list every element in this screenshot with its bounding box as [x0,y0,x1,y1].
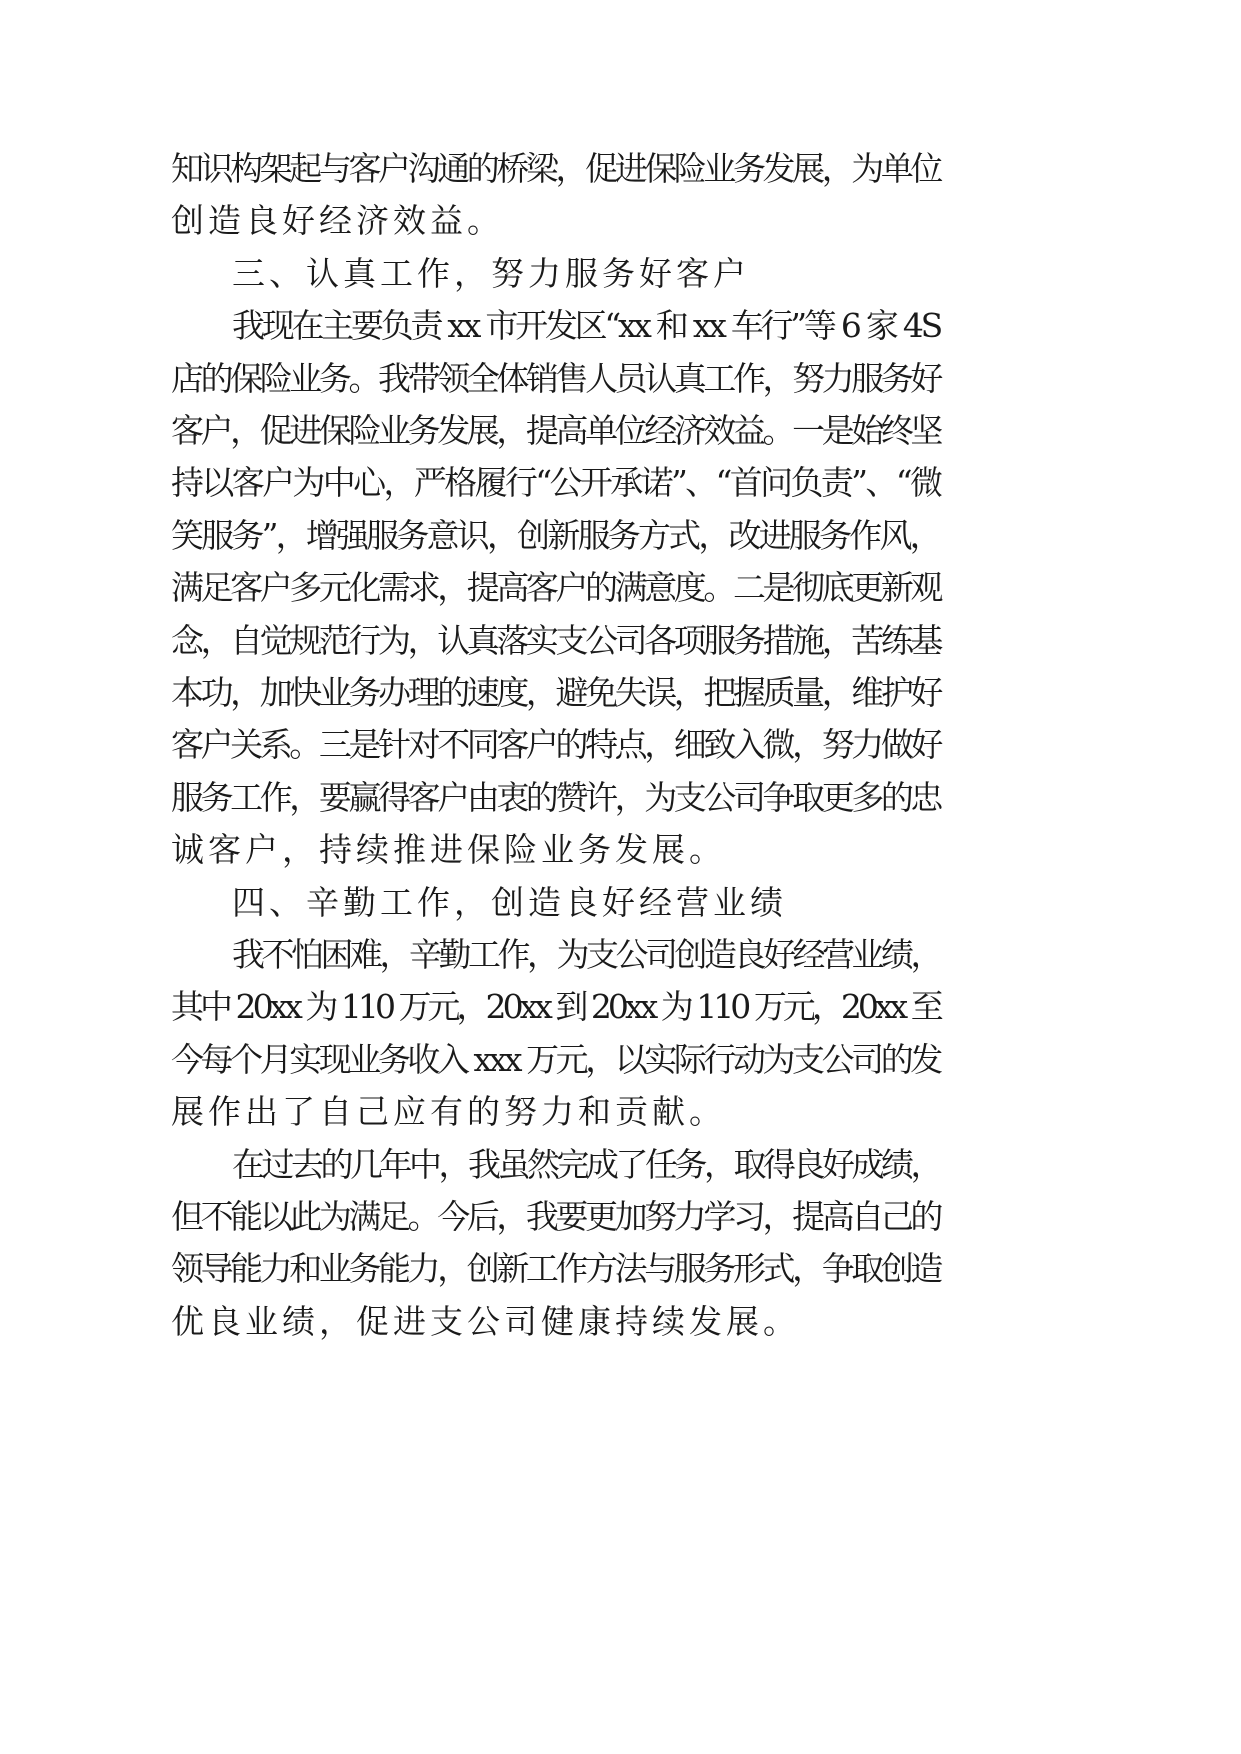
paragraph-first-line: 在过去的几年中，我虽然完成了任务，取得良好成绩， [232,1145,940,1184]
paragraph-first-line: 三、认真工作，努力服务好客户 [232,254,750,293]
paragraph-line: 创造良好经济效益。 [171,201,504,240]
paragraph-line: 今每个月实现业务收入 xxx 万元，以实际行动为支公司的发 [171,1040,940,1079]
paragraph-line: 优良业绩，促进支公司健康持续发展。 [171,1302,800,1341]
paragraph-line: 笑服务”，增强服务意识，创新服务方式，改进服务作风， [171,516,940,555]
paragraph-first-line: 四、辛勤工作，创造良好经营业绩 [232,883,787,922]
paragraph-first-line: 我不怕困难，辛勤工作，为支公司创造良好经营业绩， [232,935,940,974]
paragraph-line: 客户关系。三是针对不同客户的特点，细致入微，努力做好 [171,725,941,764]
paragraph-line: 但不能以此为满足。今后，我要更加努力学习，提高自己的 [171,1197,941,1236]
paragraph-line: 店的保险业务。我带领全体销售人员认真工作，努力服务好 [171,359,941,398]
paragraph-line: 展作出了自己应有的努力和贡献。 [171,1092,726,1131]
paragraph-line: 满足客户多元化需求，提高客户的满意度。二是彻底更新观 [171,568,941,607]
paragraph-line: 本功，加快业务办理的速度，避免失误，把握质量，维护好 [171,673,941,712]
paragraph-line: 持以客户为中心，严格履行“公开承诺”、“首问负责”、“微 [171,463,941,502]
paragraph-line: 客户，促进保险业务发展，提高单位经济效益。一是始终坚 [171,411,941,450]
paragraph-line: 服务工作，要赢得客户由衷的赞许，为支公司争取更多的忠 [171,778,941,817]
paragraph-first-line: 我现在主要负责 xx 市开发区“xx 和 xx 车行”等 6 家 4S [232,306,940,345]
paragraph-line: 知识构架起与客户沟通的桥梁，促进保险业务发展，为单位 [171,149,941,188]
paragraph-line: 诚客户，持续推进保险业务发展。 [171,830,726,869]
paragraph-line: 领导能力和业务能力，创新工作方法与服务形式，争取创造 [171,1249,941,1288]
paragraph-line: 念，自觉规范行为，认真落实支公司各项服务措施，苦练基 [171,621,941,660]
paragraph-line: 其中 20xx 为 110 万元，20xx 到 20xx 为 110 万元，20xx 至 [171,987,940,1026]
